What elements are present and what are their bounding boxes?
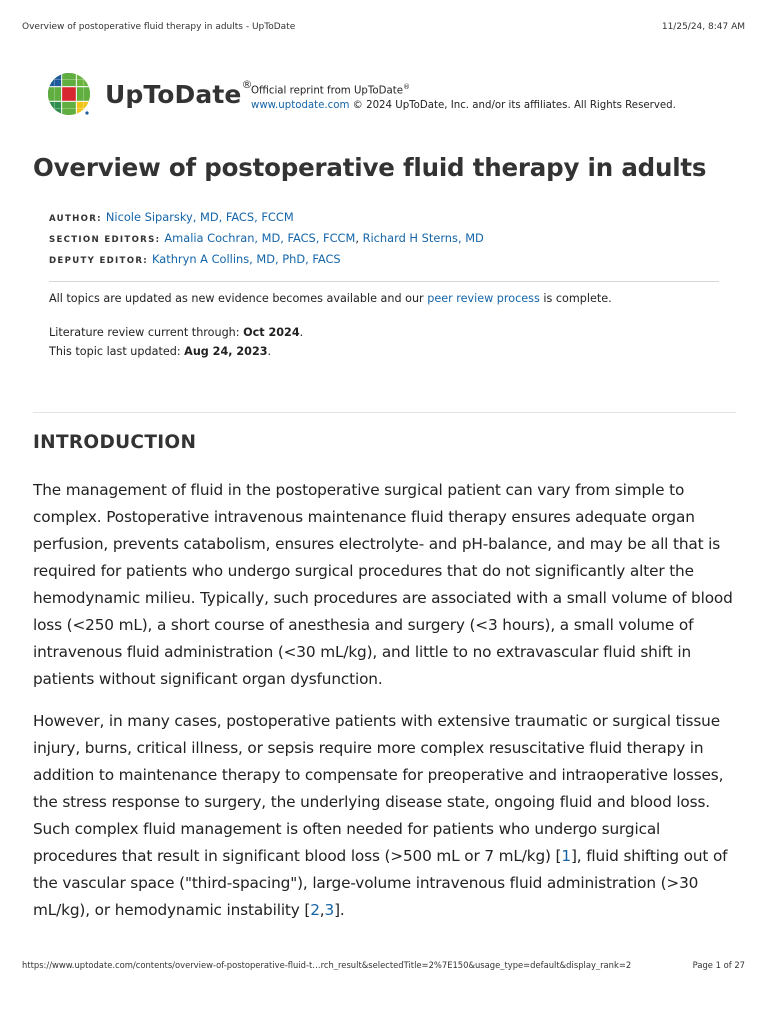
para2-text-a: However, in many cases, postoperative patients with extensive traumatic or surgical tissue injury, burns, critical illness, or sepsis require more complex resuscitative fluid therapy in addition to maintenance therapy to compensate for preoperative and intraoperative losses, the stress response to surgery, the underlying disease state, ongoing fluid and blood loss. Such complex fluid management is often needed for patients who undergo surgical procedures that result in significant blood loss (>500 mL or 7 mL/kg) [: [33, 712, 724, 865]
peer-note-after: is complete.: [539, 292, 612, 305]
peer-review-link[interactable]: peer review process: [427, 292, 540, 305]
para2-text-b: ], fluid shifting out of the vascular space ("third-spacing"), large-volume intravenous fluid administration (>30 mL/kg), or hemodynamic instability [: [33, 847, 728, 919]
credits-block: [49, 208, 484, 271]
introduction-paragraph-2: [33, 708, 736, 924]
uptodate-wordmark: [105, 77, 253, 109]
updated-label: This topic last updated:: [49, 344, 185, 358]
uptodate-logo-icon: [47, 72, 91, 116]
author-link[interactable]: Nicole Siparsky, MD, FACS, FCCM: [105, 210, 294, 224]
last-updated-row: [49, 343, 303, 362]
review-label: Literature review current through:: [49, 326, 244, 339]
reference-link-3[interactable]: 3: [324, 901, 335, 919]
article-title: Overview of postoperative fluid therapy in adults: [33, 153, 707, 182]
review-date: Oct 2024: [243, 326, 300, 339]
page-number: Page 1 of 27: [692, 960, 745, 970]
deputy-editor-label: DEPUTY EDITOR:: [49, 256, 148, 266]
para2-text-c: ].: [334, 901, 345, 919]
peer-note-before: All topics are updated as new evidence becomes available and our: [49, 292, 428, 305]
introduction-heading: INTRODUCTION: [33, 432, 197, 453]
reprint-registered-mark: ®: [402, 83, 410, 91]
editor-separator: ,: [355, 231, 363, 245]
copyright-text: © 2024 UpToDate, Inc. and/or its affiliates. All Rights Reserved.: [352, 100, 676, 112]
review-period: .: [299, 326, 304, 339]
deputy-editor-link[interactable]: Kathryn A Collins, MD, PhD, FACS: [151, 252, 341, 266]
reprint-line: Official reprint from UpToDate: [251, 85, 403, 97]
author-row: [49, 208, 484, 229]
uptodate-logo[interactable]: [47, 72, 253, 116]
peer-review-note: [49, 289, 612, 308]
print-footer: [22, 960, 745, 970]
uptodate-site-link[interactable]: www.uptodate.com: [251, 100, 350, 112]
brand-name: UpToDate: [105, 79, 242, 109]
credits-divider: [49, 281, 719, 282]
brand-registered-mark: ®: [241, 77, 253, 91]
reference-comma: ,: [319, 901, 325, 919]
print-datetime: 11/25/24, 8:47 AM: [661, 22, 745, 32]
section-editor-link-2[interactable]: Richard H Sterns, MD: [362, 231, 484, 245]
introduction-paragraph-1: The management of fluid in the postoperative surgical patient can vary from simple to complex. Postoperative intravenous maintenance fluid therapy ensures adequate organ perfusion, prevents catabolism, ensures electrolyte- and pH-balance, and may be all that is required for patients who undergo surgical procedures that do not significantly alter the hemodynamic milieu. Typically, such procedures are associated with a small volume of blood loss (<250 mL), a short course of anesthesia and surgery (<3 hours), a small volume of intravenous fluid administration (<30 mL/kg), and little to no extravascular fluid shift in patients without significant organ dysfunction.: [33, 481, 733, 688]
section-divider: [33, 412, 736, 413]
reference-link-1[interactable]: 1: [561, 847, 571, 865]
print-doc-title: Overview of postoperative fluid therapy in adults - UpToDate: [22, 22, 296, 32]
updated-period: .: [267, 344, 272, 358]
updated-date: Aug 24, 2023: [184, 344, 268, 358]
section-editor-link-1[interactable]: Amalia Cochran, MD, FACS, FCCM: [164, 231, 356, 245]
topic-dates: [49, 324, 303, 361]
reference-link-2[interactable]: 2: [310, 901, 320, 919]
author-label: AUTHOR:: [49, 214, 102, 224]
section-editors-row: [49, 229, 484, 250]
print-url: https://www.uptodate.com/contents/overview-of-postoperative-fluid-t…rch_result&selectedTitle=2%7E150&usage_type=default&display_rank=2: [22, 960, 632, 970]
print-header: [22, 22, 745, 32]
section-editors-label: SECTION EDITORS:: [49, 235, 161, 245]
literature-review-row: [49, 324, 303, 343]
reprint-notice: [251, 80, 676, 113]
deputy-editor-row: [49, 250, 484, 271]
